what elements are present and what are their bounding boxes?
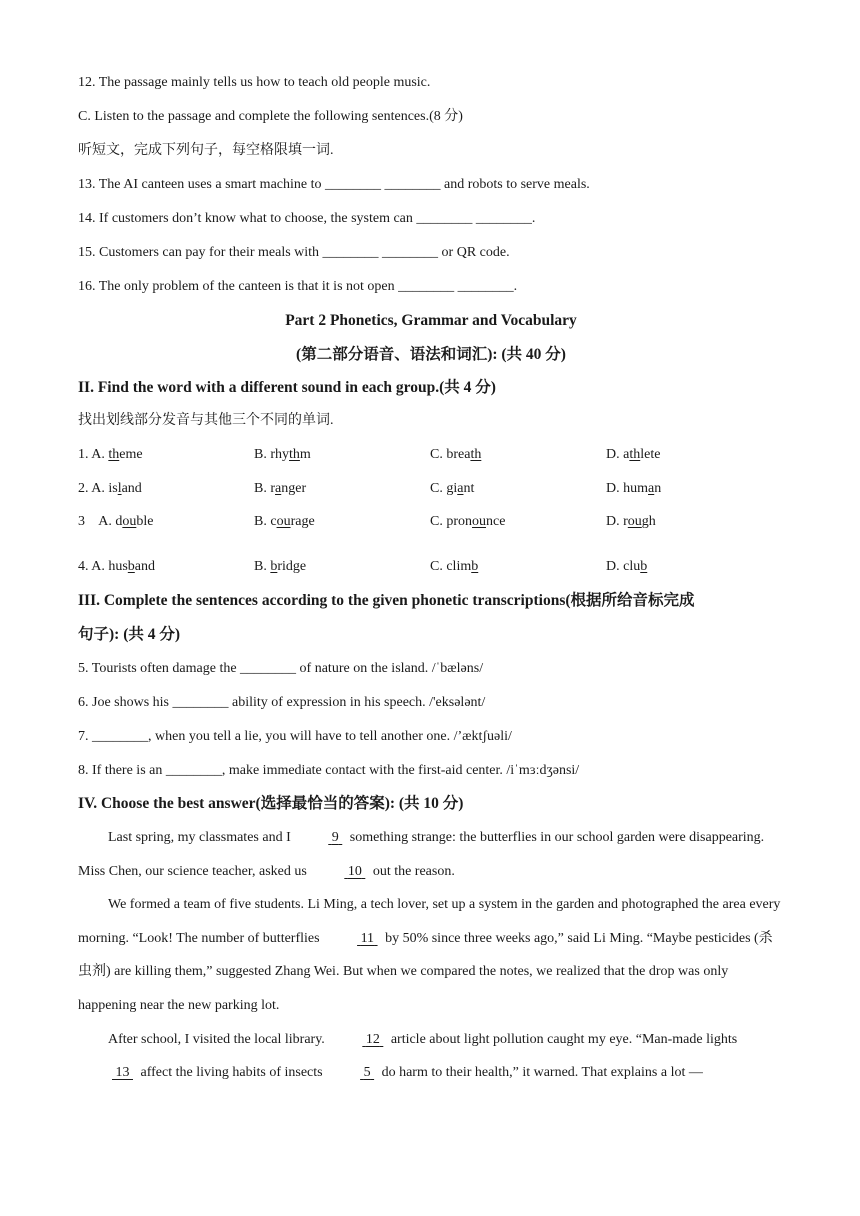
option-d: D. rough bbox=[606, 514, 656, 529]
option-b: B. ranger bbox=[254, 481, 307, 496]
option-b: B. courage bbox=[254, 514, 315, 529]
cloze-passage bbox=[78, 821, 784, 1090]
part-subtitle: (第二部分语音、语法和词汇): (共 40 分) bbox=[296, 346, 566, 363]
option-a: 1. A. theme bbox=[78, 447, 143, 462]
question-13: 13. The AI canteen uses a smart machine to ________ ________ and robots to serve meals. bbox=[78, 177, 590, 192]
option-d: D. human bbox=[606, 481, 662, 496]
option-c: C. giant bbox=[430, 481, 475, 496]
question-8: 8. If there is an ________, make immediate contact with the first-aid center. /iˈmɜːdʒənsi/ bbox=[78, 763, 580, 778]
option-c: C. climb bbox=[430, 559, 479, 574]
question-14: 14. If customers don’t know what to choose, the system can ________ ________. bbox=[78, 211, 536, 226]
part-title: Part 2 Phonetics, Grammar and Vocabulary bbox=[285, 312, 577, 329]
blank-5: 5 bbox=[363, 1065, 371, 1081]
option-b: B. bridge bbox=[254, 559, 307, 574]
question-5: 5. Tourists often damage the ________ of nature on the island. /ˈbæləns/ bbox=[78, 661, 484, 676]
question-12: 12. The passage mainly tells us how to teach old people music. bbox=[78, 75, 431, 90]
option-b: B. rhythm bbox=[254, 447, 311, 462]
option-a: 3 A. double bbox=[78, 514, 154, 529]
option-a: 2. A. island bbox=[78, 481, 142, 496]
option-d: D. athlete bbox=[606, 447, 661, 462]
paragraph-3: After school, I visited the local library. 12 article about light pollution caught my eye. “Man-made lights 13 affect the living habits of insects 5 do harm to their health,” it warned. That explains a lot — bbox=[78, 1023, 784, 1090]
section-c-instruction: 听短文，完成下列句子，每空格限填一词. bbox=[78, 143, 334, 158]
section-iv-heading: IV. Choose the best answer(选择最恰当的答案): (共 10 分) bbox=[78, 795, 464, 812]
question-15: 15. Customers can pay for their meals with ________ ________ or QR code. bbox=[78, 245, 510, 260]
section-c-heading: C. Listen to the passage and complete the following sentences.(8 分) bbox=[78, 109, 463, 124]
question-7: 7. ________, when you tell a lie, you will have to tell another one. /’æktʃuəli/ bbox=[78, 729, 512, 744]
option-c: C. breath bbox=[430, 447, 482, 462]
paragraph-1: Last spring, my classmates and I 9 something strange: the butterflies in our school garden were disappearing. Miss Chen, our science teacher, asked us 10 out the reason. bbox=[78, 821, 784, 888]
question-16: 16. The only problem of the canteen is that it is not open ________ ________. bbox=[78, 279, 518, 294]
blank-11: 11 bbox=[360, 930, 375, 946]
section-ii-heading: II. Find the word with a different sound in each group.(共 4 分) bbox=[78, 379, 496, 396]
section-ii-instruction: 找出划线部分发音与其他三个不同的单词. bbox=[78, 413, 334, 428]
section-iii-heading-line1: III. Complete the sentences according to the given phonetic transcriptions(根据所给音标完成 bbox=[78, 592, 695, 609]
blank-10: 10 bbox=[347, 863, 362, 879]
section-iii-heading-line2: 句子): (共 4 分) bbox=[78, 626, 181, 643]
option-c: C. pronounce bbox=[430, 514, 506, 529]
blank-13: 13 bbox=[115, 1065, 130, 1081]
blank-9: 9 bbox=[331, 830, 339, 845]
option-a: 4. A. husband bbox=[78, 559, 156, 574]
blank-12: 12 bbox=[365, 1031, 380, 1047]
paragraph-2: We formed a team of five students. Li Ming, a tech lover, set up a system in the garden and photographed the area every morning. “Look! The number of butterflies 11 by 50% since three weeks ago,” said Li Ming. “Maybe pesticides (杀虫剂) are killing them,” suggested Zhang Wei. But when we compared the notes, we realized that the drop was only happening near the new parking lot. bbox=[78, 897, 781, 1013]
question-6: 6. Joe shows his ________ ability of expression in his speech. /'eksələnt/ bbox=[78, 695, 486, 710]
option-d: D. club bbox=[606, 559, 648, 574]
